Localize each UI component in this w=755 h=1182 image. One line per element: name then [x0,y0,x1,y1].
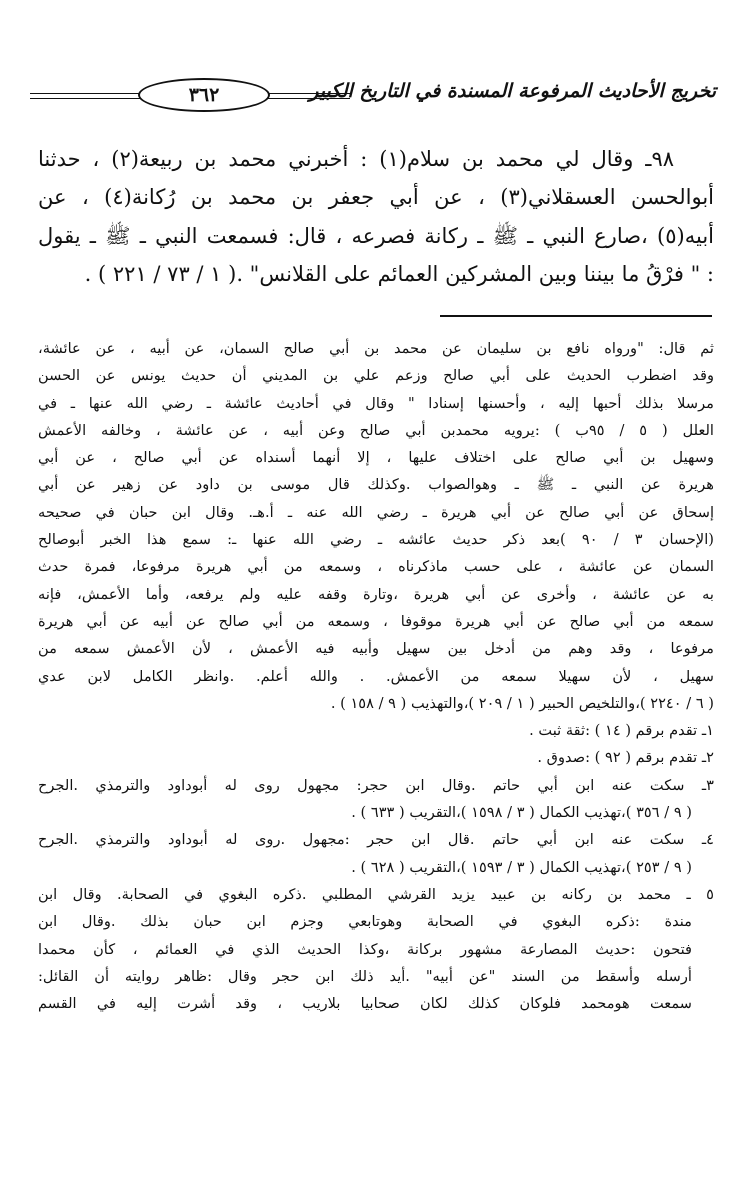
footnote-line: إسحاق عن أبي صالح عن أبي هريرة ـ رضي الله عنه ـ أ.هـ. وقال ابن حبان في صحيحه [38,503,714,521]
footnote-5-cont: فتحون :حديث المصارعة مشهور بركانة ،وكذا الحديث الذي في العمائم ، كأن محمدا [38,940,692,958]
main-text [38,140,714,293]
footnote-line: وسهيل بن أبي صالح على اختلاف عليها ، إلا أنهما أسنداه عن أبي صالح ، عن أبي [38,449,714,467]
footnote-2: ٢ـ تقدم برقم ( ٩٢ ) :صدوق . [537,749,714,767]
footnote-separator [440,315,712,317]
page-number: ٣٦٢ [138,78,270,112]
footnote-line: وقد اضطرب الحديث على أبي صالح وزعم علي بن المديني أن حديث يونس عن الحسن [38,367,714,385]
footnote-line: مرسلا بذلك أحبها إليه ، وأحسنها إسنادا " وقال في أحاديث عائشة ـ رضي الله عنها ـ في [38,394,714,412]
footnote-line: هريرة عن النبي ـ ﷺ ـ وهوالصواب .وكذلك قال موسى بن داود عن زهير عن أبي [38,476,714,494]
running-header [30,76,716,116]
footnote-line: ثم قال: "ورواه نافع بن سليمان عن محمد بن أبي صالح السمان، عن أبيه ، عن عائشة، [38,340,714,357]
footnote-1: ١ـ تقدم برقم ( ١٤ ) :ثقة ثبت . [529,722,714,740]
footnote-line: مرفوعا ، وقد وهم من أدخل بين سهيل وأبيه فيه الأعمش ، لأن الأعمش سمعه من [38,640,714,658]
footnote-line: السمان عن عائشة ، على حسب ماذكرناه ، وسمعه من أبي هريرة مرفوعا، فمرة حدث [38,558,714,576]
footnote-4-cont: ( ٩ / ٢٥٣ )،تهذيب الكمال ( ٣ / ١٥٩٣ )،التقريب ( ٦٢٨ ) . [351,858,692,876]
header-rule [268,93,350,99]
footnote-5-cont: مندة :ذكره البغوي في الصحابة وهوتابعي وجزم ابن حبان بذلك .وقال ابن [38,913,692,931]
main-line: : " فرْقُ ما بيننا وبين المشركين العمائم على القلانس" .( ١ / ٧٣ / ٢٢١ ) . [84,261,714,286]
footnote-5-cont: سمعت هومحمد فلوكان كذلك لكان صحابيا بلاريب ، وقد أشرت إليه في القسم [38,995,692,1013]
footnote-line: سمعه من أبي صالح عن أبي هريرة موقوفا ، وسمعه من أبي صالح عن أبيه عن أبي هريرة [38,612,714,630]
footnote-5-cont: أرسله وأسقط من السند "عن أبيه" .أيد ذلك ابن حجر وقال :ظاهر روايته أن القائل: [38,967,692,985]
main-line: ٩٨ـ وقال لي محمد بن سلام(١) : أخبرني محمد بن ربيعة(٢) ، حدثنا [38,147,675,171]
main-line: أبيه(٥) ،صارع النبي ـ ﷺ ـ ركانة فصرعه ، قال: فسمعت النبي ـ ﷺ ـ يقول [38,223,714,248]
header-rule [30,93,140,99]
footnote-line: به عن عائشة ، وأخرى عن أبي هريرة ،وتارة وقفه عليه ولم يرفعه، وأما الأعمش، فإنه [38,585,714,603]
footnotes [38,335,714,1017]
footnote-line: ( ٦ / ٢٢٤٠ )،والتلخيص الحبير ( ١ / ٢٠٩ )،والتهذيب ( ٩ / ١٥٨ ) . [330,694,714,712]
footnote-3-cont: ( ٩ / ٣٥٦ )،تهذيب الكمال ( ٣ / ١٥٩٨ )،التقريب ( ٦٣٣ ) . [351,804,692,822]
footnote-line: سهيل ، لأن سهيلا سمعه من الأعمش. . والله أعلم. .وانظر الكامل لابن عدي [38,667,714,685]
footnote-3: ٣ـ سكت عنه ابن أبي حاتم .وقال ابن حجر: مجهول روى له أبوداود والترمذي .الجرح [38,776,714,794]
footnote-line: العلل ( ٥ / ٩٥ب ) :يرويه محمدبن أبي صالح وعن أبيه ، عن عائشة ، وخالفه الأعمش [38,421,714,439]
book-title: تخريج الأحاديث المرفوعة المسندة في التاريخ الكبير [309,80,716,102]
footnote-line: (الإحسان ٣ / ٩٠ )بعد ذكر حديث عائشه ـ رضي الله عنها ـ: سمع هذا الخبر أبوصالح [38,531,714,549]
main-line: أبوالحسن العسقلاني(٣) ، عن أبي جعفر بن محمد بن رُكانة(٤) ، عن [38,185,714,210]
footnote-4: ٤ـ سكت عنه ابن أبي حاتم .قال ابن حجر :مجهول .روى له أبوداود والترمذي .الجرح [38,831,714,849]
footnote-5: ٥ ـ محمد بن ركانه بن عبيد يزيد القرشي المطلبي .ذكره البغوي في الصحابة. وقال ابن [38,885,714,903]
